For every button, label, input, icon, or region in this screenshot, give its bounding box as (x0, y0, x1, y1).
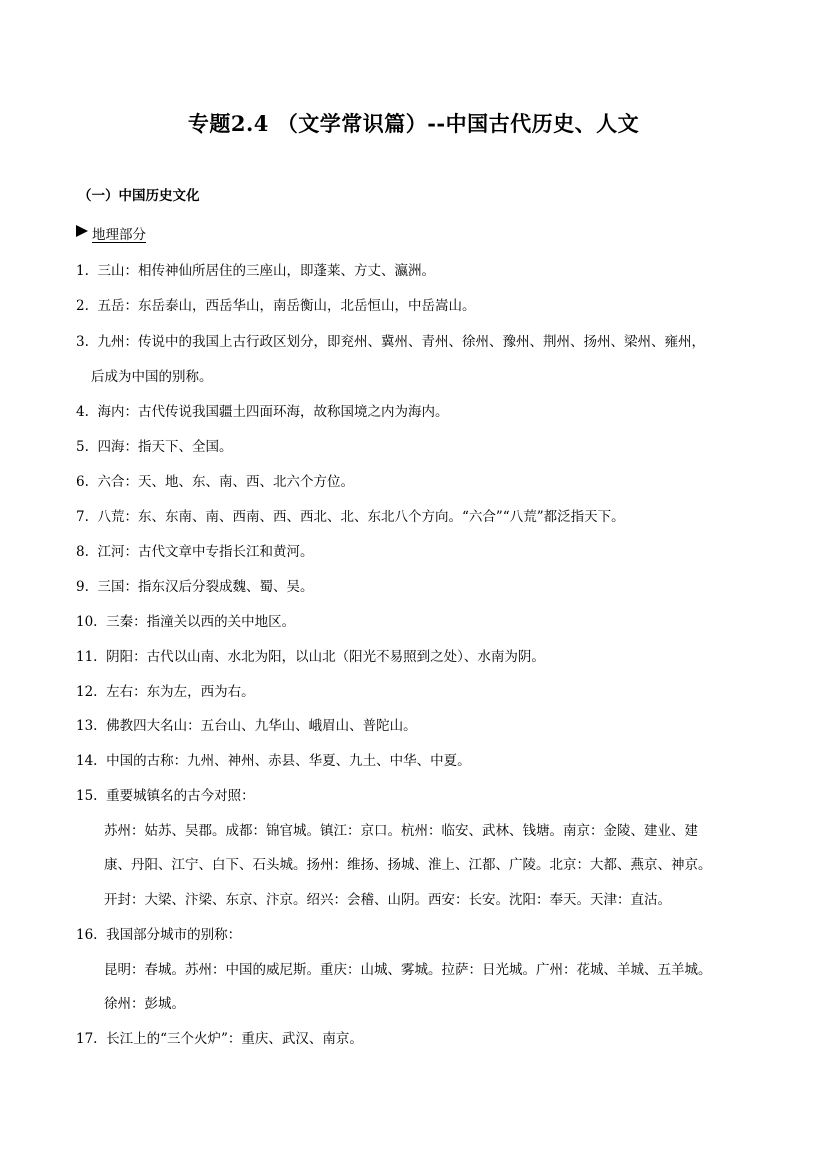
item-text: 我国部分城市的别称： (106, 927, 242, 943)
list-item (76, 786, 776, 806)
item-number: 1. (76, 263, 89, 279)
item-text: 阴阳：古代以山南、水北为阳，以山北（阳光不易照到之处）、水南为阴。 (106, 649, 545, 665)
item-text: 三山：相传神仙所居住的三座山，即蓬莱、方丈、瀛洲。 (97, 263, 435, 279)
section-heading: （一）中国历史文化 (78, 188, 200, 204)
item-number: 8. (76, 544, 89, 560)
list-item (76, 577, 776, 597)
item-number: 9. (76, 579, 89, 595)
item-paragraph-line: 康、丹阳、江宁、白下、石头城。扬州：维扬、扬城、淮上、江都、广陵。北京：大都、燕京、神京。 (104, 857, 712, 873)
item-text: 六合：天、地、东、南、西、北六个方位。 (97, 474, 354, 490)
list-item (76, 542, 776, 562)
item-number: 5. (76, 439, 89, 455)
item-text: 九州：传说中的我国上古行政区划分，即兖州、冀州、青州、徐州、豫州、荆州、扬州、梁州、雍州， (97, 334, 705, 350)
list-item (76, 716, 776, 736)
item-text: 三国：指东汉后分裂成魏、蜀、吴。 (97, 579, 314, 595)
item-text: 长江上的“三个火炉”：重庆、武汉、南京。 (106, 1031, 363, 1047)
list-item (76, 261, 776, 281)
list-item (76, 507, 776, 527)
item-text: 左右：东为左，西为右。 (106, 684, 255, 700)
item-number: 2. (76, 298, 89, 314)
subsection-heading (76, 223, 146, 243)
item-number: 12. (76, 684, 98, 700)
list-item (76, 437, 776, 457)
item-number: 11. (76, 649, 98, 665)
item-number: 3. (76, 334, 89, 350)
item-text: 江河：古代文章中专指长江和黄河。 (97, 544, 314, 560)
item-text: 五岳：东岳泰山，西岳华山，南岳衡山，北岳恒山，中岳嵩山。 (97, 298, 476, 314)
item-number: 14. (76, 753, 98, 769)
item-number: 7. (76, 509, 89, 525)
item-paragraph-line: 苏州：姑苏、吴郡。成都：锦官城。镇江：京口。杭州：临安、武林、钱塘。南京：金陵、建业、建 (104, 823, 698, 839)
list-item (76, 647, 776, 667)
item-text: 海内：古代传说我国疆土四面环海，故称国境之内为海内。 (97, 404, 449, 420)
list-item (76, 612, 776, 632)
list-item (76, 332, 776, 352)
item-number: 17. (76, 1031, 98, 1047)
list-item (76, 925, 776, 945)
list-item (76, 682, 776, 702)
subsection-label: 地理部分 (92, 227, 146, 243)
list-item (76, 751, 776, 771)
item-number: 16. (76, 927, 98, 943)
item-continuation: 后成为中国的别称。 (91, 369, 213, 385)
item-paragraph-line: 昆明：春城。苏州：中国的威尼斯。重庆：山城、雾城。拉萨：日光城。广州：花城、羊城、五羊城。 (104, 962, 712, 978)
item-text: 四海：指天下、全国。 (97, 439, 233, 455)
document-title: 专题2.4 （文学常识篇）--中国古代历史、人文 (187, 111, 640, 136)
item-paragraph-line: 徐州：彭城。 (104, 996, 185, 1012)
list-item (76, 1029, 776, 1049)
list-item (76, 296, 776, 316)
item-number: 4. (76, 404, 89, 420)
item-number: 10. (76, 614, 98, 630)
item-paragraph-line: 开封：大梁、汴梁、东京、汴京。绍兴：会稽、山阴。西安：长安。沈阳：奉天。天津：直沽。 (104, 892, 671, 908)
list-item (76, 402, 776, 422)
item-text: 重要城镇名的古今对照： (106, 788, 255, 804)
item-text: 中国的古称：九州、神州、赤县、华夏、九土、中华、中夏。 (106, 753, 471, 769)
item-text: 佛教四大名山：五台山、九华山、峨眉山、普陀山。 (106, 718, 417, 734)
item-number: 6. (76, 474, 89, 490)
item-text: 八荒：东、东南、南、西南、西、西北、北、东北八个方向。“六合”“八荒”都泛指天下。 (97, 509, 625, 525)
triangle-bullet-icon (76, 225, 88, 237)
item-text: 三秦：指潼关以西的关中地区。 (106, 614, 296, 630)
item-number: 13. (76, 718, 98, 734)
list-item (76, 472, 776, 492)
item-number: 15. (76, 788, 98, 804)
